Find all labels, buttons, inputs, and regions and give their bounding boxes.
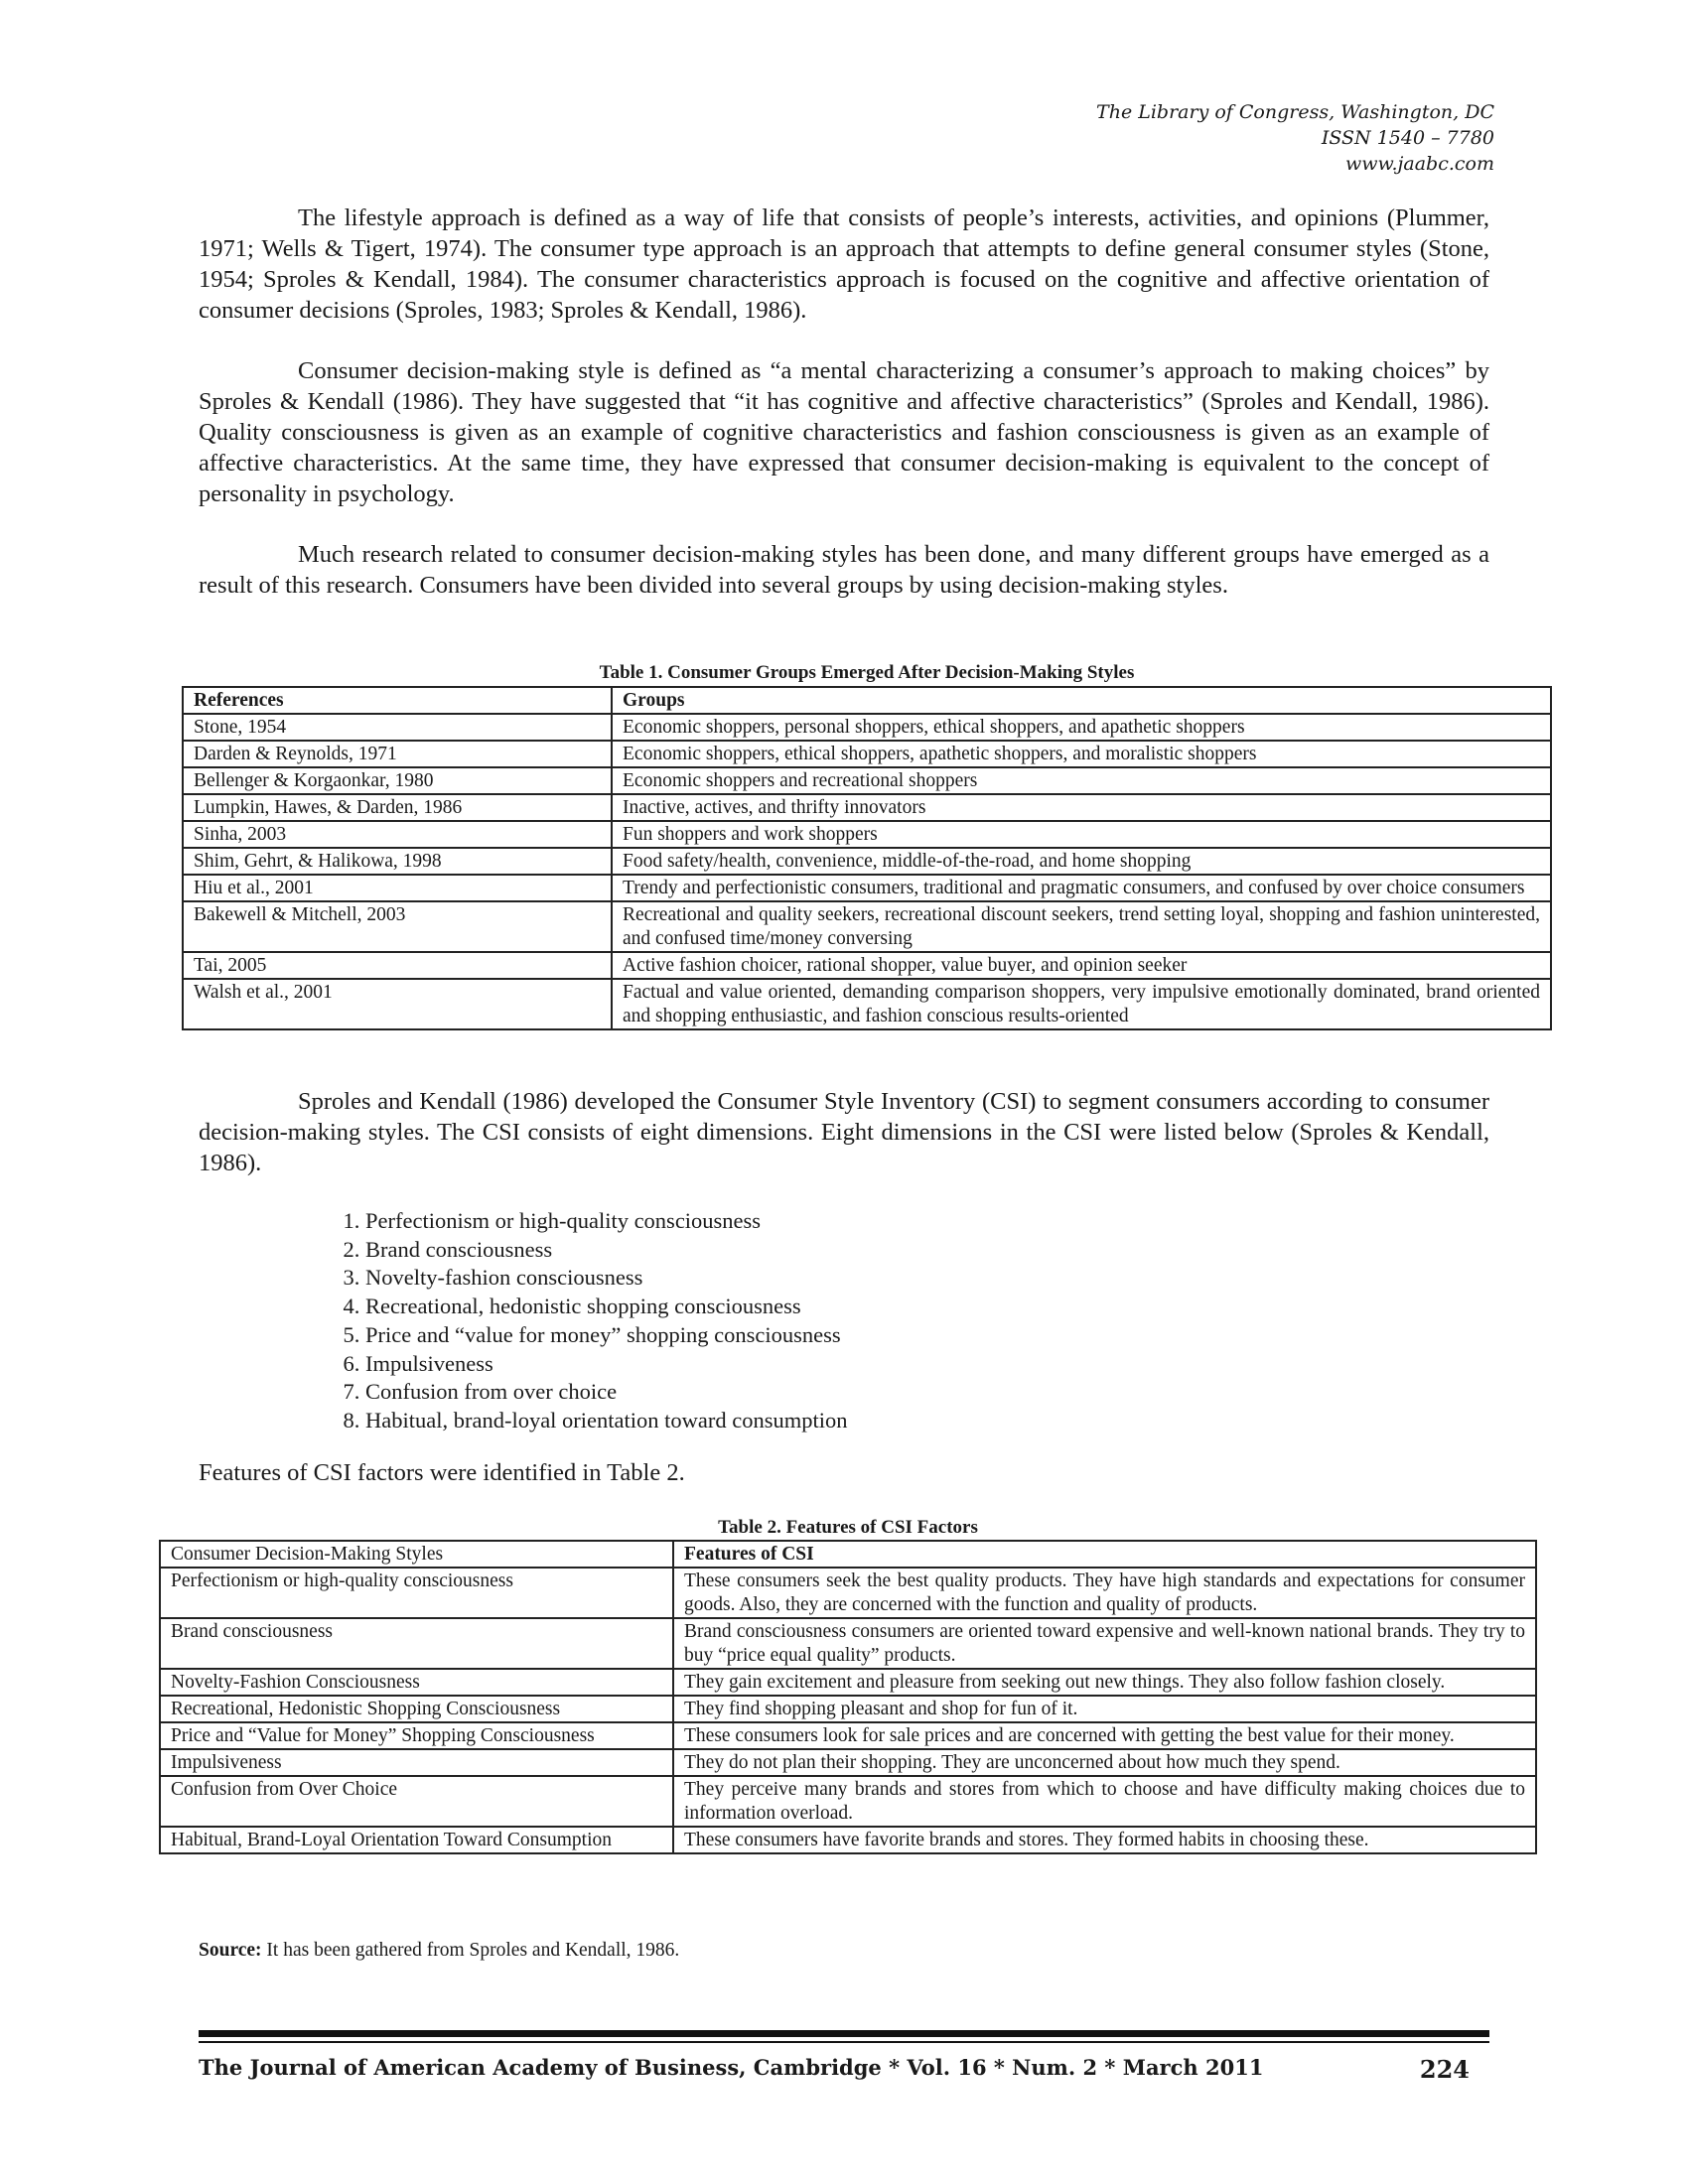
table-row xyxy=(183,794,1551,821)
table1-header-row xyxy=(183,687,1551,714)
table-row xyxy=(183,741,1551,767)
table2-source xyxy=(199,1939,679,1963)
table-cell-label: Perfectionism or high-quality consciousness xyxy=(160,1568,673,1618)
table1-body xyxy=(183,714,1551,1029)
table-row xyxy=(160,1669,1536,1696)
list-item: 3. Novelty-fashion consciousness xyxy=(365,1264,848,1293)
table-cell-label: Bakewell & Mitchell, 2003 xyxy=(183,901,612,952)
footer-rule-thick xyxy=(199,2030,1489,2037)
table-row xyxy=(183,952,1551,979)
paragraph-decision-style: Consumer decision-making style is defined as “a mental characterizing a consumer’s approach to making choices” by Sproles & Kendall (1986). They have suggested that “it has cognitive and affective characteristics” (Sproles and Kendall, 1986). Quality consciousness is given as an example of cognitive characteristics and fashion consciousness is given as an example of affective characteristics. At the same time, they have expressed that consumer decision-making is equivalent to the concept of personality in psychology. xyxy=(199,357,1489,507)
paragraph-research: Much research related to consumer decision-making styles has been done, and many different groups have emerged as a result of this research. Consumers have been divided into several groups by using decision-making styles. xyxy=(199,541,1489,599)
table-cell-label: Sinha, 2003 xyxy=(183,821,612,848)
table-cell-label: Bellenger & Korgaonkar, 1980 xyxy=(183,767,612,794)
table-row xyxy=(160,1749,1536,1776)
table-cell-value: Factual and value oriented, demanding comparison shoppers, very impulsive emotionally dominated, brand oriented and shopping enthusiastic, and fashion conscious results-oriented xyxy=(612,979,1551,1029)
table-row xyxy=(183,714,1551,741)
table-row xyxy=(183,979,1551,1029)
page-number: 224 xyxy=(1419,2055,1470,2084)
list-item: 4. Recreational, hedonistic shopping consciousness xyxy=(365,1293,848,1321)
table-cell-value: Fun shoppers and work shoppers xyxy=(612,821,1551,848)
paragraph-csi: Sproles and Kendall (1986) developed the Consumer Style Inventory (CSI) to segment consumers according to consumer decision-making styles. The CSI consists of eight dimensions. Eight dimensions in the CSI were listed below (Sproles & Kendall, 1986). xyxy=(199,1088,1489,1176)
table-cell-value: They perceive many brands and stores from which to choose and have difficulty making choices due to information overload. xyxy=(673,1776,1536,1827)
source-label: Source: xyxy=(199,1940,262,1961)
table-row xyxy=(160,1827,1536,1853)
page-footer xyxy=(199,2055,1470,2084)
table-cell-value: These consumers seek the best quality products. They have high standards and expectations for consumer goods. Also, they are concerned with the function and quality of products. xyxy=(673,1568,1536,1618)
table-row xyxy=(160,1618,1536,1669)
table-cell-value: Economic shoppers and recreational shoppers xyxy=(612,767,1551,794)
table-cell-value: Active fashion choicer, rational shopper, value buyer, and opinion seeker xyxy=(612,952,1551,979)
table-cell-value: Brand consciousness consumers are oriented toward expensive and well-known national brands. They try to buy “price equal quality” products. xyxy=(673,1618,1536,1669)
table-row xyxy=(183,821,1551,848)
table-cell-label: Impulsiveness xyxy=(160,1749,673,1776)
table-cell-value: Food safety/health, convenience, middle-of-the-road, and home shopping xyxy=(612,848,1551,875)
list-item: 5. Price and “value for money” shopping consciousness xyxy=(365,1321,848,1350)
table-row xyxy=(160,1568,1536,1618)
table-cell-value: They gain excitement and pleasure from seeking out new things. They also follow fashion closely. xyxy=(673,1669,1536,1696)
table-cell-label: Tai, 2005 xyxy=(183,952,612,979)
table-row xyxy=(160,1696,1536,1722)
paragraph-features: Features of CSI factors were identified in Table 2. xyxy=(199,1459,685,1486)
table-row xyxy=(183,901,1551,952)
table-row xyxy=(183,767,1551,794)
table-cell-label: Confusion from Over Choice xyxy=(160,1776,673,1827)
table-cell-label: Hiu et al., 2001 xyxy=(183,875,612,901)
header-issn: ISSN 1540 – 7780 xyxy=(1321,127,1494,149)
table-cell-label: Price and “Value for Money” Shopping Consciousness xyxy=(160,1722,673,1749)
table-row xyxy=(160,1776,1536,1827)
table-cell-value: Inactive, actives, and thrifty innovators xyxy=(612,794,1551,821)
table2-header-row xyxy=(160,1541,1536,1568)
list-item: 1. Perfectionism or high-quality consciousness xyxy=(365,1207,848,1236)
table-cell-value: Economic shoppers, ethical shoppers, apathetic shoppers, and moralistic shoppers xyxy=(612,741,1551,767)
table-cell-label: Novelty-Fashion Consciousness xyxy=(160,1669,673,1696)
csi-dimensions-list xyxy=(338,1207,848,1435)
table-cell-label: Habitual, Brand-Loyal Orientation Toward Consumption xyxy=(160,1827,673,1853)
running-header xyxy=(1096,99,1494,177)
table-cell-value: These consumers look for sale prices and are concerned with getting the best value for their money. xyxy=(673,1722,1536,1749)
table-cell-label: Darden & Reynolds, 1971 xyxy=(183,741,612,767)
table-cell-value: They do not plan their shopping. They are unconcerned about how much they spend. xyxy=(673,1749,1536,1776)
table-cell-value: Economic shoppers, personal shoppers, ethical shoppers, and apathetic shoppers xyxy=(612,714,1551,741)
footer-rule-thin xyxy=(199,2041,1489,2043)
list-item: 7. Confusion from over choice xyxy=(365,1378,848,1407)
table-cell-label: Walsh et al., 2001 xyxy=(183,979,612,1029)
table2-header-styles: Consumer Decision-Making Styles xyxy=(160,1541,673,1568)
table1-header-groups: Groups xyxy=(612,687,1551,714)
table-cell-label: Stone, 1954 xyxy=(183,714,612,741)
table-row xyxy=(160,1722,1536,1749)
table2-body xyxy=(160,1568,1536,1853)
table2-header-features: Features of CSI xyxy=(673,1541,1536,1568)
list-item: 8. Habitual, brand-loyal orientation toward consumption xyxy=(365,1407,848,1435)
table-cell-value: Recreational and quality seekers, recreational discount seekers, trend setting loyal, shopping and fashion uninterested, and confused time/money conversing xyxy=(612,901,1551,952)
table-cell-label: Shim, Gehrt, & Halikowa, 1998 xyxy=(183,848,612,875)
list-item: 6. Impulsiveness xyxy=(365,1350,848,1379)
table-cell-value: Trendy and perfectionistic consumers, traditional and pragmatic consumers, and confused by over choice consumers xyxy=(612,875,1551,901)
table1-header-references: References xyxy=(183,687,612,714)
table-cell-label: Brand consciousness xyxy=(160,1618,673,1669)
table-cell-label: Lumpkin, Hawes, & Darden, 1986 xyxy=(183,794,612,821)
table-cell-value: They find shopping pleasant and shop for fun of it. xyxy=(673,1696,1536,1722)
source-text: It has been gathered from Sproles and Kendall, 1986. xyxy=(261,1940,680,1961)
table1 xyxy=(182,686,1552,1030)
intro-text xyxy=(199,203,1489,601)
table-cell-label: Recreational, Hedonistic Shopping Consciousness xyxy=(160,1696,673,1722)
table-row xyxy=(183,848,1551,875)
list-item: 2. Brand consciousness xyxy=(365,1236,848,1265)
header-library: The Library of Congress, Washington, DC xyxy=(1096,101,1494,123)
table2-title: Table 2. Features of CSI Factors xyxy=(718,1517,978,1538)
header-url: www.jaabc.com xyxy=(1344,153,1494,175)
table-row xyxy=(183,875,1551,901)
table1-title: Table 1. Consumer Groups Emerged After Decision-Making Styles xyxy=(599,662,1135,683)
footer-journal: The Journal of American Academy of Business, Cambridge * Vol. 16 * Num. 2 * March 2011 xyxy=(199,2055,1264,2080)
table-cell-value: These consumers have favorite brands and stores. They formed habits in choosing these. xyxy=(673,1827,1536,1853)
paragraph-lifestyle: The lifestyle approach is defined as a way of life that consists of people’s interests, activities, and opinions (Plummer, 1971; Wells & Tigert, 1974). The consumer type approach is an approach that attempts to define general consumer styles (Stone, 1954; Sproles & Kendall, 1984). The consumer characteristics approach is focused on the cognitive and affective orientation of consumer decisions (Sproles, 1983; Sproles & Kendall, 1986). xyxy=(199,205,1489,324)
table2 xyxy=(159,1540,1537,1854)
